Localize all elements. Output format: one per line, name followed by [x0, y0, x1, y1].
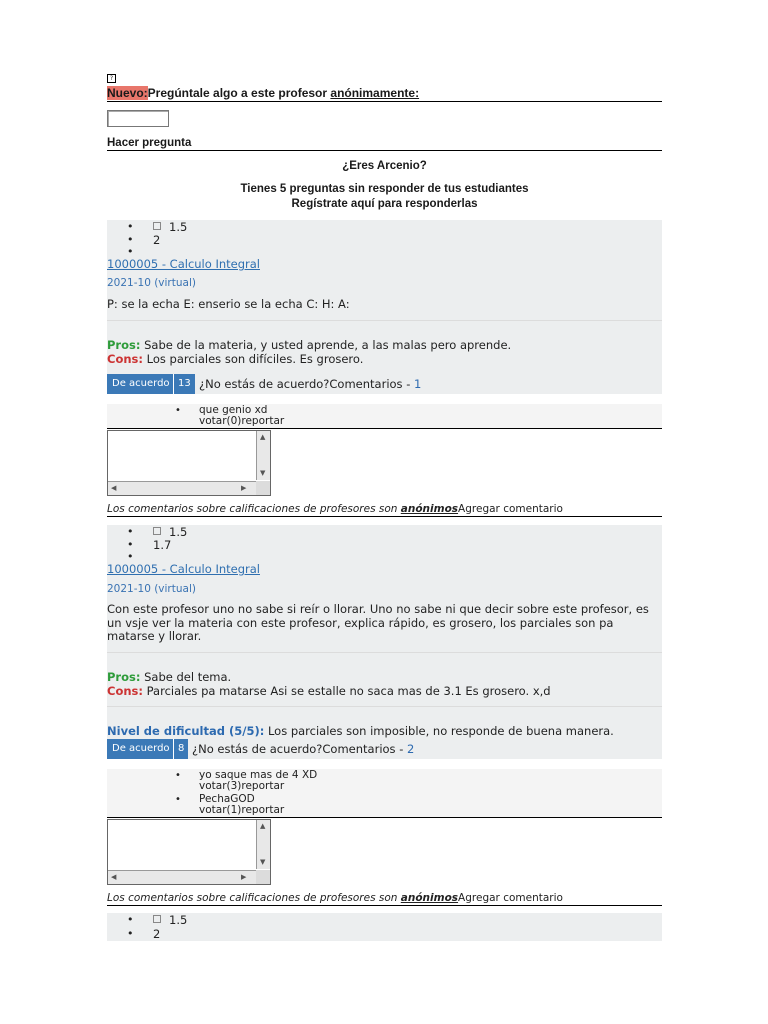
- ask-question-header: [107, 86, 662, 102]
- anonymous-word: anónimos: [400, 503, 459, 515]
- scroll-right-icon[interactable]: ▶: [241, 484, 247, 492]
- scroll-down-icon[interactable]: ▼: [260, 469, 266, 477]
- cons-text: Los parciales son difíciles. Es grosero.: [142, 352, 364, 366]
- agree-button[interactable]: De acuerdo: [107, 374, 173, 394]
- review-card: [107, 913, 662, 941]
- rating-item: • 1.5: [127, 525, 188, 539]
- vertical-scrollbar[interactable]: [256, 820, 270, 869]
- term-text: 2021-10 (virtual): [107, 583, 196, 595]
- pros-line: [107, 338, 511, 352]
- vertical-scrollbar[interactable]: [256, 431, 270, 480]
- add-comment-link[interactable]: Agregar comentario: [458, 503, 563, 515]
- pros-line: [107, 670, 231, 684]
- register-link[interactable]: Regístrate aquí para responderlas: [291, 198, 478, 210]
- divider: [107, 320, 662, 321]
- agree-button[interactable]: De acuerdo: [107, 739, 173, 759]
- cons-label: Cons:: [107, 684, 143, 698]
- pros-text: Sabe de la materia, y usted aprende, a las malas pero aprende.: [140, 338, 512, 352]
- comment-text: yo saque mas de 4 XD: [199, 769, 318, 781]
- rating-item: • 1.5: [127, 220, 188, 234]
- review-text: P: se la echa E: enserio se la echa C: H: A:: [107, 297, 350, 311]
- difficulty-label: Nivel de dificultad (5/5):: [107, 724, 265, 738]
- comment-vote-report[interactable]: votar(1)reportar: [199, 804, 285, 816]
- box-icon: [153, 222, 161, 230]
- cons-line: [107, 352, 363, 366]
- comment-textarea-area: [107, 817, 662, 884]
- agree-count[interactable]: 13: [173, 374, 195, 394]
- are-you-professor-link[interactable]: ¿Eres Arcenio?: [342, 160, 427, 172]
- cons-text: Parciales pa matarse Asi se estalle no saca mas de 3.1 Es grosero. x,d: [142, 684, 551, 698]
- box-icon: [153, 527, 161, 535]
- divider: [107, 652, 662, 653]
- scroll-left-icon[interactable]: ◀: [111, 484, 117, 492]
- difficulty-text: Los parciales son imposible, no responde de buena manera.: [264, 724, 614, 738]
- rating-item: • 2: [127, 233, 161, 247]
- review-text: Con este profesor uno no sabe si reír o llorar. Uno no sabe ni que decir sobre este profesor, es un vsje ver la materia con este profesor, explica rápido, es grosero, los parciales son pa matarse y llorar.: [107, 602, 649, 643]
- disagree-comments-link[interactable]: ¿No estás de acuerdo?Comentarios - 1: [199, 377, 422, 391]
- review-card: • 1.5 • 2 • 1000005 - Calculo Integral 2021-10 (virtual) P: se la echa E: enserio se la echa C: H: A: Pros: Sabe de la materia, y usted aprende, a las malas pero aprende. Cons: Los parciales son difíciles. Es grosero. De acuerdo 13 ¿No estás de acuerdo?Comentarios - 1: [107, 220, 662, 394]
- pros-label: Pros:: [107, 670, 141, 684]
- comment-vote-report[interactable]: votar(0)reportar: [199, 415, 285, 427]
- disagree-comments-link[interactable]: ¿No estás de acuerdo?Comentarios - 2: [192, 742, 415, 756]
- course-link[interactable]: 1000005 - Calculo Integral: [107, 562, 260, 576]
- anonymous-note: Los comentarios sobre calificaciones de profesores son anónimosAgregar comentario: [107, 892, 662, 906]
- pending-questions-text: Tienes 5 preguntas sin responder de tus estudiantes: [240, 183, 529, 195]
- comment-textarea-area: [107, 428, 662, 495]
- divider: [107, 706, 662, 707]
- comment-item: • que genio xd votar(0)reportar: [175, 404, 285, 427]
- question-input[interactable]: [107, 110, 169, 127]
- comment-vote-report[interactable]: votar(3)reportar: [199, 780, 285, 792]
- anonymous-word: anónimos: [400, 892, 459, 904]
- scroll-corner: [256, 870, 270, 884]
- difficulty-line: [107, 724, 614, 738]
- comments-list: [107, 404, 662, 428]
- rating-item: • 2: [127, 927, 161, 941]
- nuevo-label: Nuevo:: [107, 86, 148, 100]
- course-link[interactable]: 1000005 - Calculo Integral: [107, 257, 260, 271]
- comment-text: que genio xd: [199, 404, 268, 416]
- horizontal-scrollbar[interactable]: [108, 481, 256, 495]
- ask-text: Pregúntale algo a este profesor: [147, 86, 331, 100]
- ask-question-button[interactable]: Hacer pregunta: [107, 137, 662, 151]
- comment-textarea[interactable]: [107, 819, 271, 885]
- comment-textarea[interactable]: [107, 430, 271, 496]
- comment-item: • yo saque mas de 4 XD votar(3)reportar: [175, 769, 318, 792]
- rating-item: • 1.5: [127, 913, 188, 927]
- agree-count[interactable]: 8: [173, 739, 188, 759]
- scroll-left-icon[interactable]: ◀: [111, 873, 117, 881]
- add-comment-link[interactable]: Agregar comentario: [458, 892, 563, 904]
- comment-text: PechaGOD: [199, 793, 255, 805]
- rating-item: • 1.7: [127, 538, 172, 552]
- scroll-up-icon[interactable]: ▲: [260, 433, 266, 441]
- pros-text: Sabe del tema.: [140, 670, 232, 684]
- scroll-corner: [256, 481, 270, 495]
- cons-line: [107, 684, 551, 698]
- term-text: 2021-10 (virtual): [107, 277, 196, 289]
- pros-label: Pros:: [107, 338, 141, 352]
- comments-list: [107, 769, 662, 817]
- scroll-up-icon[interactable]: ▲: [260, 822, 266, 830]
- review-card: • 1.5 • 1.7 • 1000005 - Calculo Integral 2021-10 (virtual) Con este profesor uno no sabe si reír o llorar. Uno no sabe ni que decir sobre este profesor, es un vsje ver la materia con este profesor, explica rápido, es grosero, los parciales son pa matarse y llorar. Pros: Sabe del tema. Cons: Parciales pa matarse Asi se estalle no saca mas de 3.1 Es grosero. x,d Nivel de dificultad (5/5): Los parciales son imposible, no responde de buena manera. De acuerdo 8 ¿No estás de acuerdo?Comentarios - 2: [107, 525, 662, 759]
- anonymous-note: Los comentarios sobre calificaciones de profesores son anónimosAgregar comentario: [107, 503, 662, 517]
- box-icon: [153, 915, 161, 923]
- broken-image-icon: ?: [107, 74, 116, 83]
- scroll-down-icon[interactable]: ▼: [260, 858, 266, 866]
- horizontal-scrollbar[interactable]: [108, 870, 256, 884]
- scroll-right-icon[interactable]: ▶: [241, 873, 247, 881]
- ask-anon-emph: anónimamente:: [330, 86, 420, 100]
- comment-item: • PechaGOD votar(1)reportar: [175, 793, 285, 816]
- cons-label: Cons:: [107, 352, 143, 366]
